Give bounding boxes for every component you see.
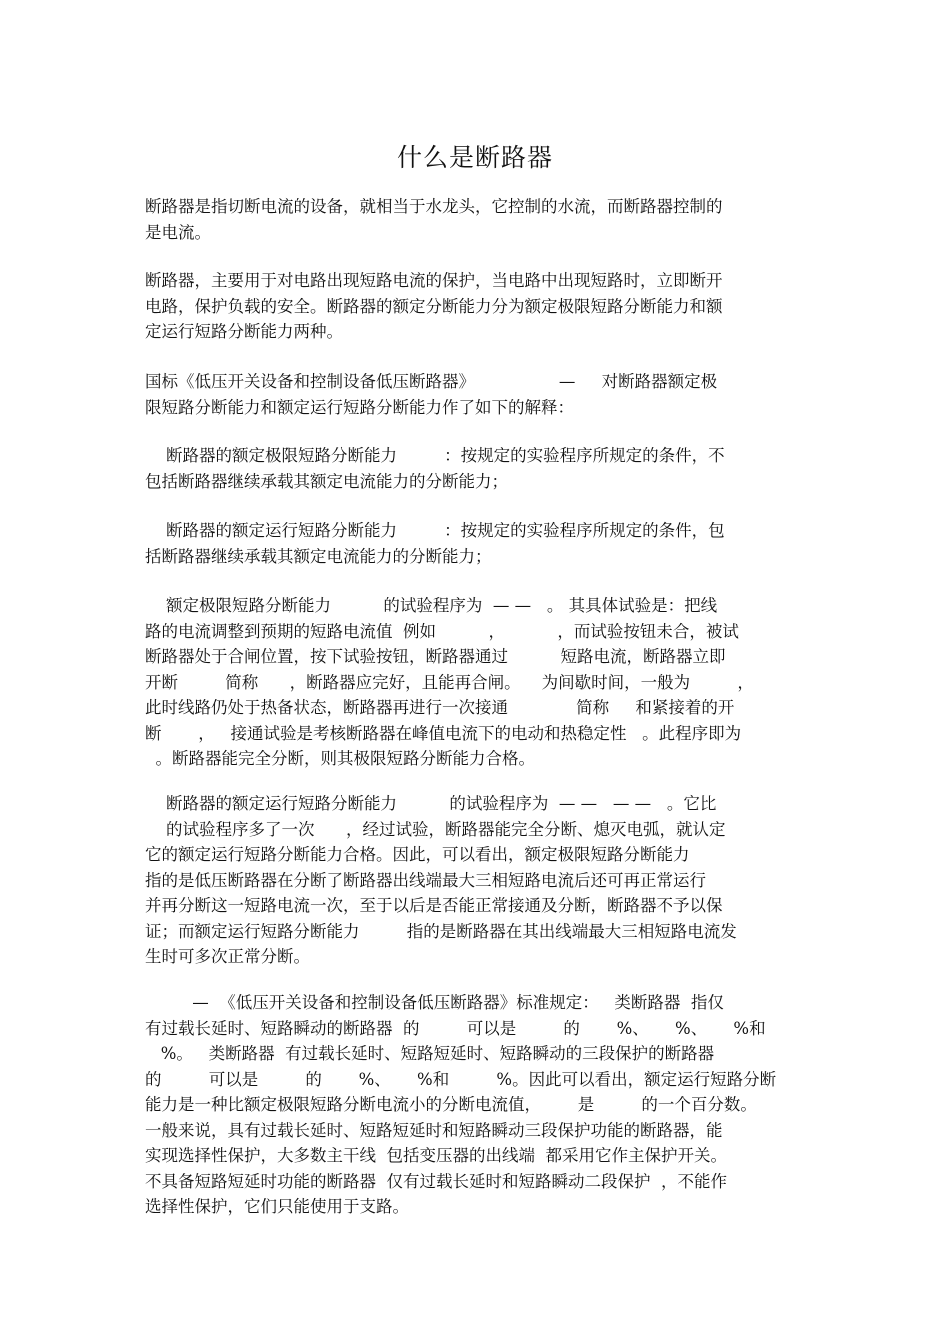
text-line: 的试验程序多了一次 ，经过试验，断路器能完全分断、熄灭电弧，就认定	[145, 819, 726, 839]
text-line: 定运行短路分断能力两种。	[145, 322, 343, 341]
text-line: — 《低压开关设备和控制设备低压断路器》标准规定： 类断路器 指仅	[145, 993, 724, 1012]
text-line: 实现选择性保护，大多数主干线 包括变压器的出线端 都采用它作主保护开关。	[145, 1146, 727, 1165]
text-line: 生时可多次正常分断。	[145, 947, 310, 966]
text-line: 断路器处于合闸位置，按下试验按钮，断路器通过 短路电流，断路器立即	[145, 647, 726, 666]
text-line: 指的是低压断路器在分断了断路器出线端最大三相短路电流后还可再正常运行	[145, 870, 706, 890]
text-line: 限短路分断能力和额定运行短路分断能力作了如下的解释：	[145, 397, 574, 417]
paragraph-7	[145, 791, 810, 970]
text-line: 选择性保护，它们只能使用于支路。	[145, 1197, 409, 1216]
text-line: 断 ， 接通试验是考核断路器在峰值电流下的电动和热稳定性 。此程序即为	[145, 723, 742, 743]
text-line: 开断 简称 ，断路器应完好，且能再合闸。 为间歇时间，一般为 ，	[145, 672, 754, 692]
text-line: 额定极限短路分断能力 的试验程序为 — — 。 其具体试验是：把线	[145, 596, 718, 615]
text-line: 并再分断这一短路电流一次，至于以后是否能正常接通及分断，断路器不予以保	[145, 896, 723, 915]
text-line: 。断路器能完全分断，则其极限短路分断能力合格。	[145, 749, 535, 768]
text-line: 断路器，主要用于对电路出现短路电流的保护，当电路中出现短路时，立即断开	[145, 271, 723, 290]
text-line: 不具备短路短延时功能的断路器 仅有过载长延时和短路瞬动二段保护 ，不能作	[145, 1171, 727, 1191]
paragraph-6	[145, 593, 810, 772]
paragraph-5	[145, 518, 810, 569]
page-title: 什么是断路器	[396, 143, 553, 172]
text-line: 电路，保护负载的安全。断路器的额定分断能力分为额定极限短路分断能力和额	[145, 296, 723, 316]
text-line: 括断路器继续承载其额定电流能力的分断能力；	[145, 546, 492, 566]
text-line: 断路器的额定极限短路分断能力 ：按规定的实验程序所规定的条件，不	[145, 446, 725, 465]
text-line: 能力是一种比额定极限短路分断电流小的分断电流值， 是 的一个百分数。	[145, 1095, 757, 1114]
text-line: 包括断路器继续承载其额定电流能力的分断能力；	[145, 471, 508, 491]
text-line: 证；而额定运行短路分断能力 指的是断路器在其出线端最大三相短路电流发	[145, 921, 737, 941]
text-line: 断路器是指切断电流的设备，就相当于水龙头，它控制的水流，而断路器控制的	[145, 197, 723, 216]
text-line: 一般来说，具有过载长延时、短路短延时和短路瞬动三段保护功能的断路器，能	[145, 1120, 723, 1140]
paragraph-1	[145, 194, 810, 245]
text-line: 国标《低压开关设备和控制设备低压断路器》 — 对断路器额定极	[145, 372, 718, 391]
paragraph-3	[145, 369, 810, 420]
text-line: 有过载长延时、短路瞬动的断路器 的 可以是 的 %、 %、 %和	[145, 1018, 766, 1038]
text-line: 路的电流调整到预期的短路电流值 例如 ， ，而试验按钮未合，被试	[145, 621, 739, 641]
text-line: 的 可以是 的 %、 %和 %。因此可以看出，额定运行短路分断	[145, 1069, 777, 1089]
text-line: %。 类断路器 有过载长延时、短路短延时、短路瞬动的三段保护的断路器	[145, 1044, 715, 1063]
text-line: 此时线路仍处于热备状态，断路器再进行一次接通 简称 和紧接着的开	[145, 698, 735, 717]
text-line: 它的额定运行短路分断能力合格。因此，可以看出，额定极限短路分断能力	[145, 845, 690, 864]
text-line: 断路器的额定运行短路分断能力 ：按规定的实验程序所规定的条件，包	[145, 521, 725, 540]
text-line: 是电流。	[145, 222, 211, 242]
text-line: 断路器的额定运行短路分断能力 的试验程序为 — — — — 。它比	[145, 794, 717, 813]
paragraph-8	[145, 990, 810, 1220]
paragraph-4	[145, 443, 810, 494]
paragraph-2	[145, 268, 810, 345]
